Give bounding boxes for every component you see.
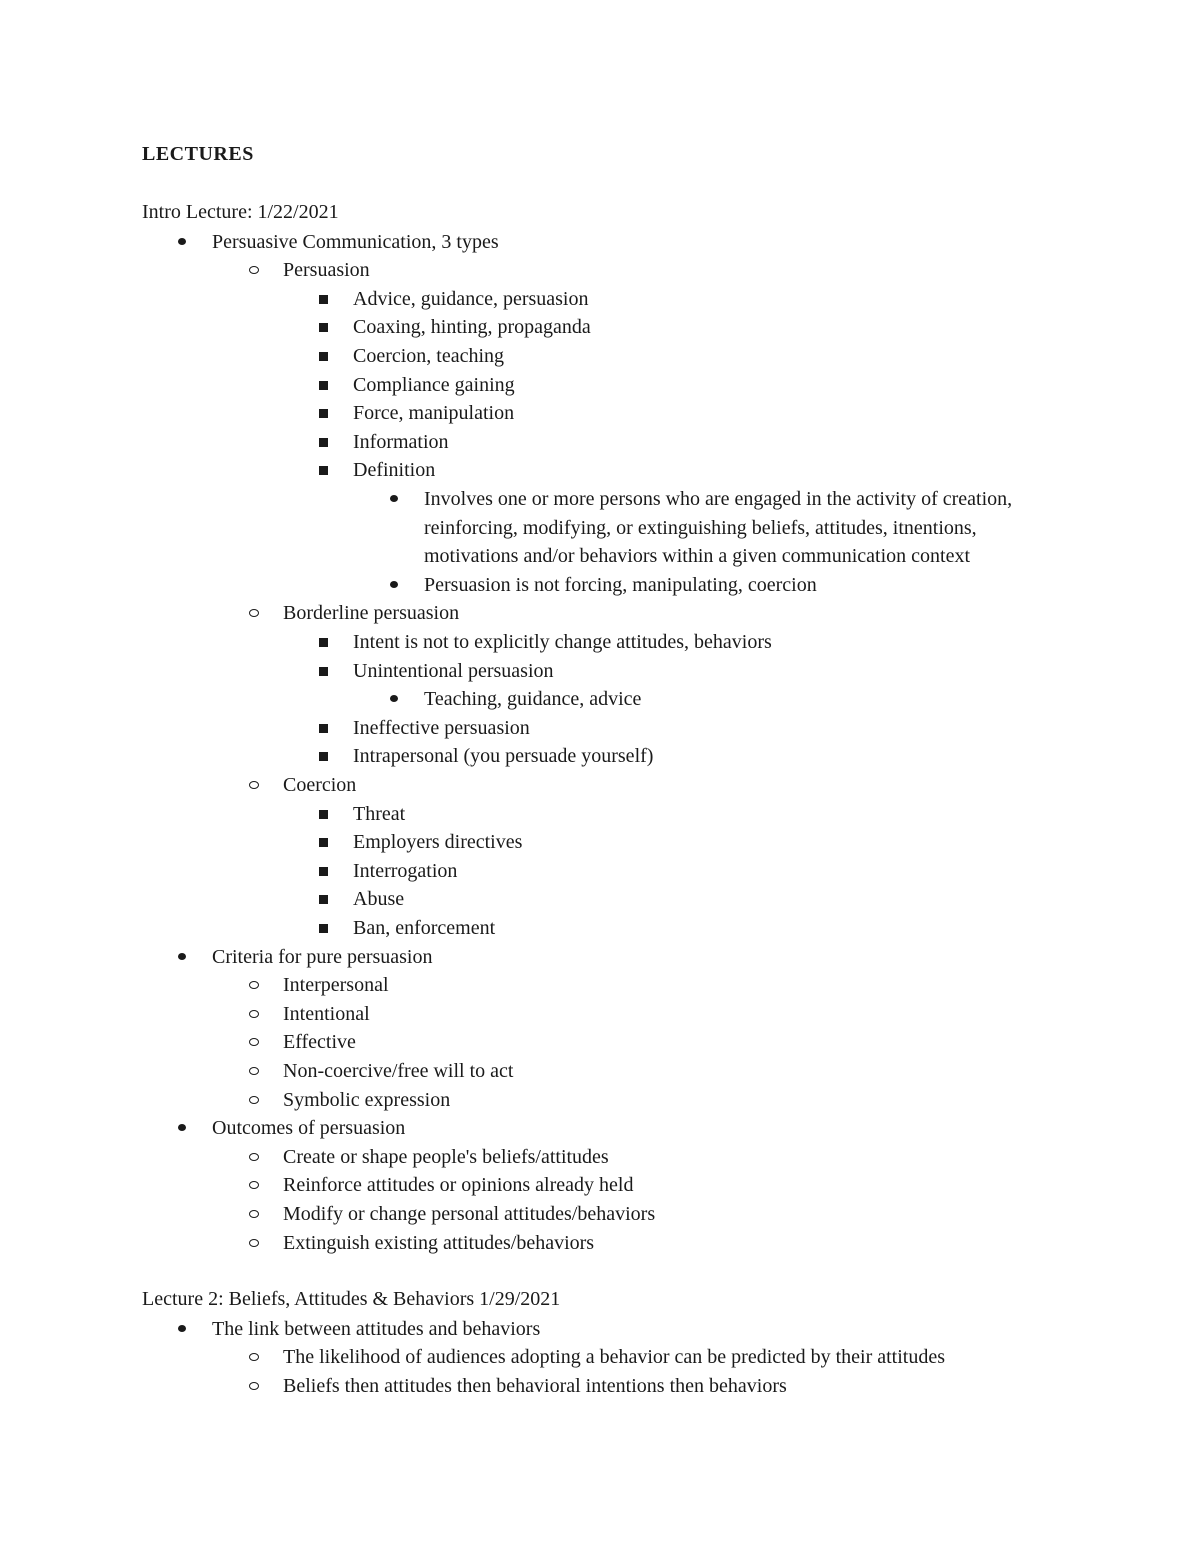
list-item: Advice, guidance, persuasion [353, 287, 589, 310]
list-item: Threat [353, 802, 406, 825]
list-item: Reinforce attitudes or opinions already held [283, 1174, 634, 1197]
list-item: Beliefs then attitudes then behavioral intentions then behaviors [283, 1374, 787, 1397]
list-item: Outcomes of persuasion [212, 1117, 406, 1140]
list-item: The likelihood of audiences adopting a behavior can be predicted by their attitudes [283, 1346, 945, 1369]
list-item: Intrapersonal (you persuade yourself) [353, 745, 654, 768]
list-item: Effective [283, 1031, 356, 1054]
bullet-disc-icon [390, 495, 398, 502]
bullet-square-icon [319, 638, 328, 647]
list-item: Non-coercive/free will to act [283, 1060, 514, 1082]
bullet-square-icon [319, 838, 328, 847]
bullet-circle-icon [249, 1010, 259, 1018]
list-item-continuation: reinforcing, modifying, or extinguishing beliefs, attitudes, itnentions, [424, 516, 977, 539]
list-item: Persuasive Communication, 3 types [212, 230, 499, 253]
list-item: Interrogation [353, 859, 458, 882]
bullet-square-icon [319, 724, 328, 733]
list-item: Unintentional persuasion [353, 659, 554, 682]
bullet-square-icon [319, 867, 328, 876]
bullet-circle-icon [249, 1153, 259, 1161]
list-item: Interpersonal [283, 974, 389, 997]
bullet-circle-icon [249, 1353, 259, 1361]
bullet-square-icon [319, 409, 328, 418]
bullet-square-icon [319, 295, 328, 304]
bullet-disc-icon [178, 238, 186, 245]
list-item: Information [353, 430, 449, 453]
bullet-square-icon [319, 438, 328, 447]
bullet-circle-icon [249, 981, 259, 989]
bullet-circle-icon [249, 1210, 259, 1218]
list-item: Intent is not to explicitly change attitudes, behaviors [353, 631, 772, 653]
bullet-square-icon [319, 323, 328, 332]
list-item: Force, manipulation [353, 402, 515, 425]
bullet-circle-icon [249, 609, 259, 617]
bullet-square-icon [319, 466, 328, 475]
list-item: Abuse [353, 888, 405, 911]
bullet-circle-icon [249, 1096, 259, 1104]
bullet-square-icon [319, 667, 328, 676]
list-item: Extinguish existing attitudes/behaviors [283, 1231, 595, 1254]
bullet-disc-icon [390, 581, 398, 588]
list-item: Coercion [283, 774, 357, 796]
list-item: Intentional [283, 1002, 370, 1025]
list-item: Criteria for pure persuasion [212, 945, 433, 968]
bullet-square-icon [319, 810, 328, 819]
list-item: Modify or change personal attitudes/behaviors [283, 1203, 656, 1225]
section-title: Lecture 2: Beliefs, Attitudes & Behaviors 1/29/2021 [142, 1288, 561, 1310]
bullet-circle-icon [249, 1382, 259, 1390]
list-item: Borderline persuasion [283, 602, 460, 625]
section-title: Intro Lecture: 1/22/2021 [142, 201, 339, 223]
list-item: Employers directives [353, 831, 523, 854]
list-item: Persuasion is not forcing, manipulating, coercion [424, 573, 817, 596]
bullet-circle-icon [249, 781, 259, 789]
list-item: The link between attitudes and behaviors [212, 1317, 541, 1340]
list-item: Symbolic expression [283, 1088, 451, 1111]
bullet-disc-icon [178, 1325, 186, 1332]
list-item: Teaching, guidance, advice [424, 688, 642, 711]
bullet-circle-icon [249, 1181, 259, 1189]
list-item: Involves one or more persons who are engaged in the activity of creation, [424, 488, 1013, 510]
list-item: Ban, enforcement [353, 917, 496, 939]
bullet-circle-icon [249, 1038, 259, 1046]
list-item: Compliance gaining [353, 373, 515, 396]
bullet-circle-icon [249, 1239, 259, 1247]
bullet-circle-icon [249, 266, 259, 274]
list-item: Ineffective persuasion [353, 716, 530, 739]
list-item: Definition [353, 459, 436, 482]
list-item: Coaxing, hinting, propaganda [353, 316, 591, 339]
bullet-square-icon [319, 895, 328, 904]
list-item: Create or shape people's beliefs/attitudes [283, 1145, 609, 1168]
bullet-disc-icon [178, 953, 186, 960]
bullet-disc-icon [390, 695, 398, 702]
bullet-circle-icon [249, 1067, 259, 1075]
bullet-disc-icon [178, 1124, 186, 1131]
bullet-square-icon [319, 924, 328, 933]
bullet-square-icon [319, 381, 328, 390]
bullet-square-icon [319, 752, 328, 761]
bullet-square-icon [319, 352, 328, 361]
list-item-continuation: motivations and/or behaviors within a given communication context [424, 545, 970, 568]
document-heading: LECTURES [142, 143, 254, 165]
list-item: Persuasion [283, 259, 370, 282]
list-item: Coercion, teaching [353, 345, 505, 367]
